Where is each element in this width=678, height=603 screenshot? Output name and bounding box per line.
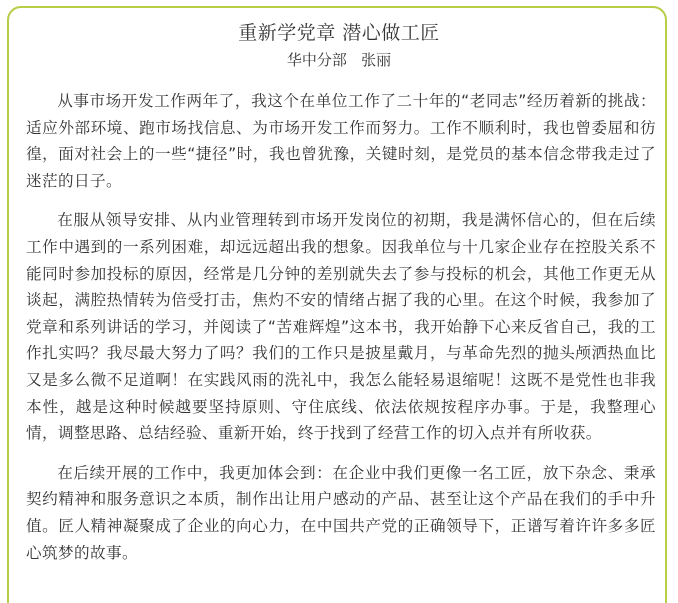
- article-body: [26, 88, 656, 579]
- paragraph-2: 在服从领导安排、从内业管理转到市场开发岗位的初期，我是满怀信心的，但在后续工作中遇到的一系列困难，却远远超出我的想象。因我单位与十几家企业存在控股关系不能同时参加投标的原因，经常是几分钟的差别就失去了参与投标的机会，其他工作更无从谈起，满腔热情转为倍受打击，焦灼不安的情绪占据了我的心里。在这个时候，我参加了党章和系列讲话的学习，并阅读了“苦难辉煌”这本书，我开始静下心来反省自己，我的工作扎实吗？我尽最大努力了吗？我们的工作只是披星戴月，与革命先烈的抛头颅洒热血比又是多么微不足道啊！在实践风雨的洗礼中，我怎么能轻易退缩呢！这既不是党性也非我本性，越是这种时候越要坚持原则、守住底线、依法依规按程序办事。于是，我整理心情，调整思路、总结经验、重新开始，终于找到了经营工作的切入点并有所收获。: [26, 211, 656, 443]
- paragraph-1: 从事市场开发工作两年了，我这个在单位工作了二十年的“老同志”经历着新的挑战：适应外部环境、跑市场找信息、为市场开发工作而努力。工作不顺利时，我也曾委屈和彷徨，面对社会上的一些“捷径”时，我也曾犹豫，关键时刻，是党员的基本信念带我走过了迷茫的日子。: [26, 92, 656, 190]
- article-byline: 华中分部 张丽: [286, 51, 392, 69]
- article-title: 重新学党章 潜心做工匠: [238, 22, 440, 44]
- paragraph-3: 在后续开展的工作中，我更加体会到：在企业中我们更像一名工匠，放下杂念、秉承契约精神和服务意识之本质，制作出让用户感动的产品、甚至让这个产品在我们的手中升值。匠人精神凝聚成了企业的向心力，在中国共产党的正确领导下，正谱写着许许多多匠心筑梦的故事。: [26, 463, 656, 562]
